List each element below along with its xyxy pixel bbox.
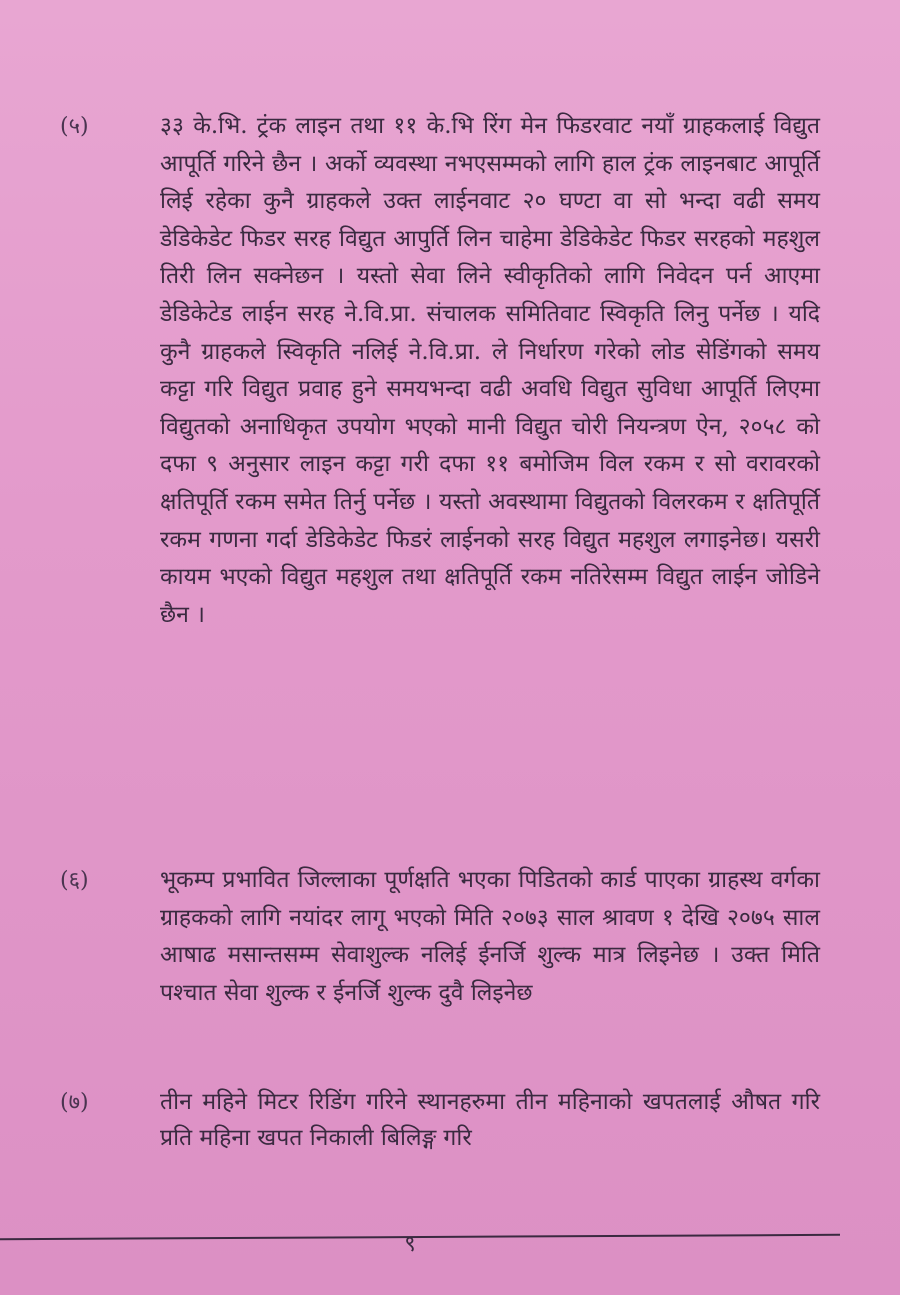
clause-text: तीन महिने मिटर रिडिंग गरिने स्थानहरुमा तीन महिनाको खपतलाई औषत गरि प्रति महिना खपत निकाली बिलिङ्ग गरि xyxy=(160,1089,820,1151)
page-number: ९ xyxy=(404,1232,416,1257)
clause-text: भूकम्प प्रभावित जिल्लाका पूर्णक्षति भएका पिडितको कार्ड पाएका ग्राहस्थ वर्गका ग्राहकको लागि नयांदर लागू भएको मिति २०७३ साल श्रावण १ देखि २०७५ साल आषाढ मसान्तसम्म सेवाशुल्क नलिई ईनर्जि शुल्क मात्र लिइनेछ । उक्त मिति पश्चात सेवा शुल्क र ईनर्जि शुल्क दुवै लिइनेछ xyxy=(160,867,820,1006)
clause-text: ३३ के.भि. ट्रंक लाइन तथा ११ के.भि रिंग मेन फिडरवाट नयाँ ग्राहकलाई विद्युत आपूर्ति गरिने छैन । अर्को व्यवस्था नभएसम्मको लागि हाल ट्रंक लाइनबाट आपूर्ति लिई रहेका कुनै ग्राहकले उक्त लाईनवाट २० घण्टा वा सो भन्दा वढी समय डेडिकेडेट फिडर सरह विद्युत आपुर्ति लिन चाहेमा डेडिकेडेट फिडर सरहको महशुल तिरी लिन सक्नेछन । यस्तो सेवा लिने स्वीकृतिको लागि निवेदन पर्न आएमा डेडिकेटेड लाईन सरह ने.वि.प्रा. संचालक समितिवाट स्विकृति लिनु पर्नेछ । यदि कुनै ग्राहकले स्विकृति नलिई ने.वि.प्रा. ले निर्धारण गरेको लोड सेडिंगको समय कट्टा गरि विद्युत प्रवाह हुने समयभन्दा वढी अवधि विद्युत सुविधा आपूर्ति लिएमा विद्युतको अनाधिकृत उपयोग भएको मानी विद्युत चोरी नियन्त्रण ऐन, २०५८ को दफा ९ अनुसार लाइन कट्टा गरी दफा ११ बमोजिम विल रकम र सो वरावरको क्षतिपूर्ति रकम समेत तिर्नु पर्नेछ । यस्तो अवस्थामा विद्युतको विलरकम र क्षतिपूर्ति रकम गणना गर्दा डेडिकेडेट फिडरं लाईनको सरह विद्युत महशुल लगाइनेछ। यसरी कायम भएको विद्युत महशुल तथा क्षतिपूर्ति रकम नतिरेसम्म विद्युत लाईन जोडिने छैन । xyxy=(160,113,820,628)
clause-number: (६) xyxy=(60,868,89,893)
clause-number: (५) xyxy=(60,114,89,139)
clause-number: (७) xyxy=(60,1090,89,1115)
